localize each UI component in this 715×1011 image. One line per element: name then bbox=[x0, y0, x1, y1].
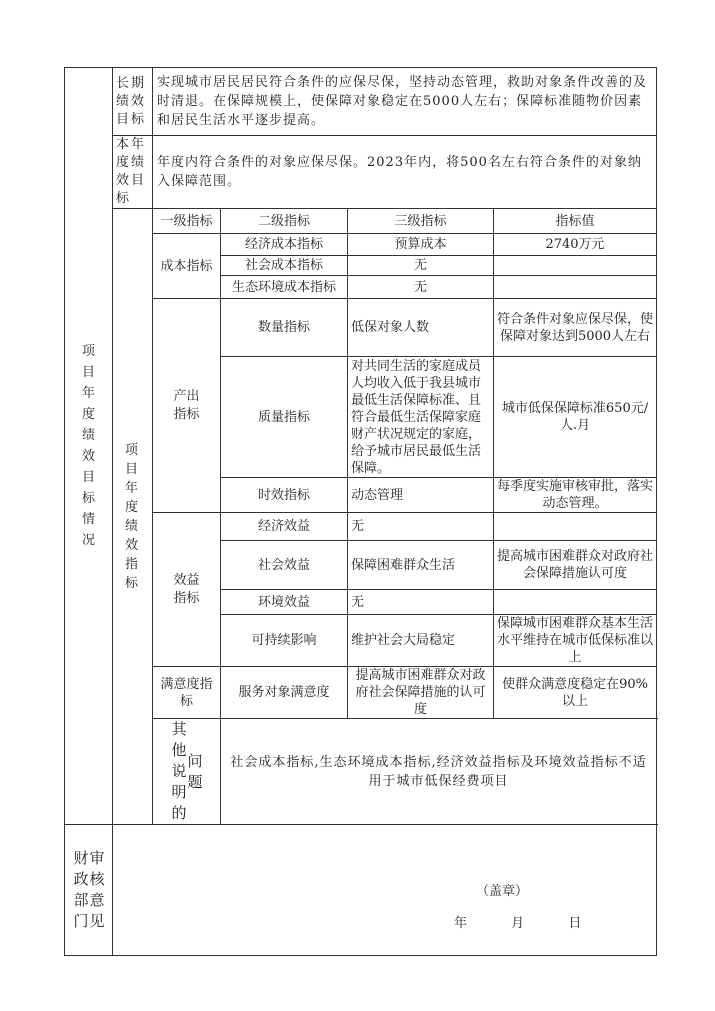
cost-level2: 生态环境成本指标 bbox=[221, 276, 348, 299]
cost-level2: 经济成本指标 bbox=[221, 234, 348, 256]
output-value: 每季度实施审核审批，落实动态管理。 bbox=[494, 478, 657, 513]
output-level3: 低保对象人数 bbox=[348, 299, 494, 357]
output-level3: 对共同生活的家庭成员人均收入低于我县城市最低生活保障标准、且符合最低生活保障家庭财产状况规定的家庭，给予城市居民最低生活保障。 bbox=[348, 357, 494, 478]
benefit-level2: 可持续影响 bbox=[221, 615, 348, 667]
benefit-level3: 无 bbox=[348, 513, 494, 541]
finance-review-label-col1: 财政部门 bbox=[73, 849, 89, 930]
long-term-row bbox=[65, 68, 657, 136]
output-level2: 数量指标 bbox=[221, 299, 348, 357]
performance-table bbox=[64, 67, 657, 956]
output-level2: 时效指标 bbox=[221, 478, 348, 513]
output-level2: 质量指标 bbox=[221, 357, 348, 478]
satisfaction-level1: 满意度指标 bbox=[153, 667, 221, 719]
benefit-value bbox=[494, 590, 657, 615]
this-year-text: 年度内符合条件的对象应保尽保。2023年内，将500名左右符合条件的对象纳入保障范围。 bbox=[153, 136, 657, 209]
benefit-level2: 环境效益 bbox=[221, 590, 348, 615]
satisfaction-row bbox=[65, 667, 657, 719]
other-notes-label-col1: 其他说明的 bbox=[171, 720, 187, 822]
benefit-level2: 社会效益 bbox=[221, 541, 348, 590]
indicators-label-text: 项目年度绩效指标 bbox=[124, 442, 140, 591]
header-level2: 二级指标 bbox=[221, 209, 348, 234]
cost-level3: 预算成本 bbox=[348, 234, 494, 256]
cost-level2: 社会成本指标 bbox=[221, 256, 348, 276]
benefit-level3: 维护社会大局稳定 bbox=[348, 615, 494, 667]
indicators-label bbox=[113, 209, 153, 825]
finance-review-label bbox=[65, 825, 113, 956]
output-level3: 动态管理 bbox=[348, 478, 494, 513]
finance-review-label-col2: 审核意见 bbox=[89, 849, 105, 930]
section-main-label bbox=[65, 68, 113, 825]
satisfaction-level3: 提高城市困难群众对政府社会保障措施的认可度 bbox=[348, 667, 494, 719]
output-value: 符合条件对象应保尽保，使保障对象达到5000人左右 bbox=[494, 299, 657, 357]
performance-target-form bbox=[64, 67, 656, 956]
seal-placeholder: （盖章） bbox=[476, 884, 529, 899]
finance-review-content bbox=[113, 825, 657, 956]
section-main-label-text: 项目年度绩效目标情况 bbox=[81, 344, 95, 548]
other-notes-label-col2: 问题 bbox=[187, 751, 203, 791]
other-notes-label bbox=[153, 719, 221, 825]
benefit-level3: 保障困难群众生活 bbox=[348, 541, 494, 590]
benefit-value bbox=[494, 513, 657, 541]
cost-level1: 成本指标 bbox=[153, 234, 221, 299]
cost-row bbox=[65, 234, 657, 256]
cost-level3: 无 bbox=[348, 256, 494, 276]
cost-value: 2740万元 bbox=[494, 234, 657, 256]
cost-value bbox=[494, 276, 657, 299]
long-term-label: 长期绩效目标 bbox=[113, 68, 153, 136]
date-line bbox=[454, 915, 603, 932]
finance-review-row bbox=[65, 825, 657, 956]
benefit-row bbox=[65, 513, 657, 541]
satisfaction-value: 使群众满意度稳定在90%以上 bbox=[494, 667, 657, 719]
this-year-row bbox=[65, 136, 657, 209]
indicator-header-row bbox=[65, 209, 657, 234]
cost-value bbox=[494, 256, 657, 276]
benefit-level1-text: 效益指标 bbox=[173, 572, 200, 606]
benefit-value: 保障城市困难群众基本生活水平维持在城市低保标准以上 bbox=[494, 615, 657, 667]
header-level1: 一级指标 bbox=[153, 209, 221, 234]
cost-level3: 无 bbox=[348, 276, 494, 299]
other-notes-row bbox=[65, 719, 657, 825]
date-month: 月 bbox=[511, 916, 525, 931]
benefit-value: 提高城市困难群众对政府社会保障措施认可度 bbox=[494, 541, 657, 590]
header-level3: 三级指标 bbox=[348, 209, 494, 234]
satisfaction-level2: 服务对象满意度 bbox=[221, 667, 348, 719]
output-level1 bbox=[153, 299, 221, 513]
header-value: 指标值 bbox=[494, 209, 657, 234]
output-level1-text: 产出指标 bbox=[173, 388, 200, 422]
date-day: 日 bbox=[568, 916, 582, 931]
output-value: 城市低保保障标准650元/人.月 bbox=[494, 357, 657, 478]
date-year: 年 bbox=[454, 916, 468, 931]
output-row bbox=[65, 299, 657, 357]
benefit-level3: 无 bbox=[348, 590, 494, 615]
benefit-level2: 经济效益 bbox=[221, 513, 348, 541]
other-notes-text: 社会成本指标,生态环境成本指标,经济效益指标及环境效益指标不适用于城市低保经费项目 bbox=[221, 719, 657, 825]
benefit-level1 bbox=[153, 513, 221, 667]
long-term-text: 实现城市居民居民符合条件的应保尽保，坚持动态管理，救助对象条件改善的及时清退。在保障规模上，使保障对象稳定在5000人左右；保障标准随物价因素和居民生活水平逐步提高。 bbox=[153, 68, 657, 136]
this-year-label: 本年度绩效目标 bbox=[113, 136, 153, 209]
